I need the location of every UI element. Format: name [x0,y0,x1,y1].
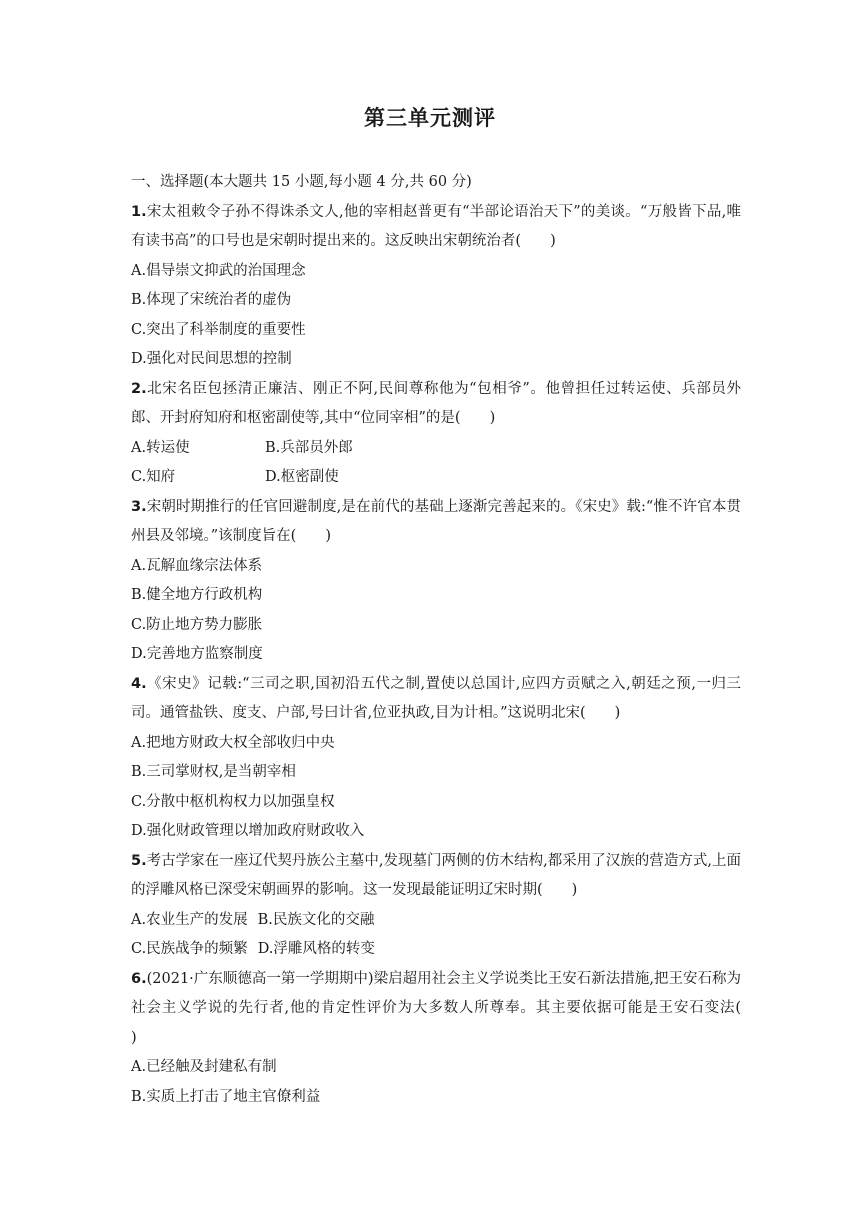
option-a: A.瓦解血缘宗法体系 [131,557,263,574]
option-b: B.兵部员外郎 [265,439,353,456]
question-text: 考古学家在一座辽代契丹族公主墓中,发现墓门两侧的仿木结构,都采用了汉族的营造方式,上面的浮雕风格已深受宋朝画界的影响。这一发现最能证明辽宋时期( ) [131,852,741,898]
question-number: 3. [131,498,147,515]
option-b: B.实质上打击了地主官僚利益 [131,1088,321,1105]
option-c: C.民族战争的频繁 [131,941,248,957]
option-c: C.分散中枢机构权力以加强皇权 [131,793,335,810]
question-text: 《宋史》记载:“三司之职,国初沿五代之制,置使以总国计,应四方贡赋之入,朝廷之预,一归三司。通管盐铁、度支、户部,号曰计省,位亚执政,目为计相。”这说明北宋( ) [131,675,741,721]
question-text: 北宋名臣包拯清正廉洁、刚正不阿,民间尊称他为“包相爷”。他曾担任过转运使、兵部员外郎、开封府知府和枢密副使等,其中“位同宰相”的是( ) [131,380,741,426]
question-list [131,168,770,1112]
option-b: B.三司掌财权,是当朝宰相 [131,764,296,780]
option-d: D.强化财政管理以增加政府财政收入 [131,823,365,839]
question-stem [131,847,741,906]
question-number: 5. [131,852,147,869]
option-a: A.已经触及封建私有制 [131,1059,277,1075]
question-stem [131,670,741,729]
question-number: 6. [131,970,147,987]
option-d: D.完善地方监察制度 [131,646,263,662]
option-c: C.突出了科举制度的重要性 [131,321,306,338]
question-number: 2. [131,380,147,397]
option-b: B.体现了宋统治者的虚伪 [131,292,292,308]
option-a: A.把地方财政大权全部收归中央 [131,734,335,751]
question-stem [131,965,770,1054]
question-stem [131,198,741,257]
option-row [131,906,741,936]
question-number: 1. [131,203,147,220]
option-d: D.强化对民间思想的控制 [131,351,292,367]
option-c: C.防止地方势力膨胀 [131,616,263,633]
option-a: A.转运使 [131,439,190,456]
question-text: 宋太祖敕令子孙不得诛杀文人,他的宰相赵普更有“半部论语治天下”的美谈。“万般皆下品,唯有读书高”的口号也是宋朝时提出来的。这反映出宋朝统治者( ) [131,203,741,249]
section-heading: 一、选择题(本大题共 15 小题,每小题 4 分,共 60 分) [131,174,472,190]
question-text: 宋朝时期推行的任官回避制度,是在前代的基础上逐渐完善起来的。《宋史》载:“惟不许官本贯州县及邻境。”该制度旨在( ) [131,498,741,544]
option-b: B.健全地方行政机构 [131,587,263,603]
question-stem [131,375,741,434]
option-a: A.倡导崇文抑武的治国理念 [131,262,306,279]
option-row [131,463,741,493]
option-d: D.浮雕风格的转变 [257,941,375,957]
option-row [131,935,741,965]
question-stem [131,493,741,552]
page-title: 第三单元测评 [364,106,496,130]
option-row [131,434,741,464]
option-c: C.知府 [131,469,176,485]
option-b: B.民族文化的交融 [257,911,375,928]
option-d: D.枢密副使 [265,469,339,485]
option-a: A.农业生产的发展 [131,911,248,928]
question-number: 4. [131,675,147,692]
question-text: (2021·广东顺德高一第一学期期中)梁启超用社会主义学说类比王安石新法措施,把王安石称为社会主义学说的先行者,他的肯定性评价为大多数人所尊奉。其主要依据可能是王安石变法( ) [131,970,770,1046]
